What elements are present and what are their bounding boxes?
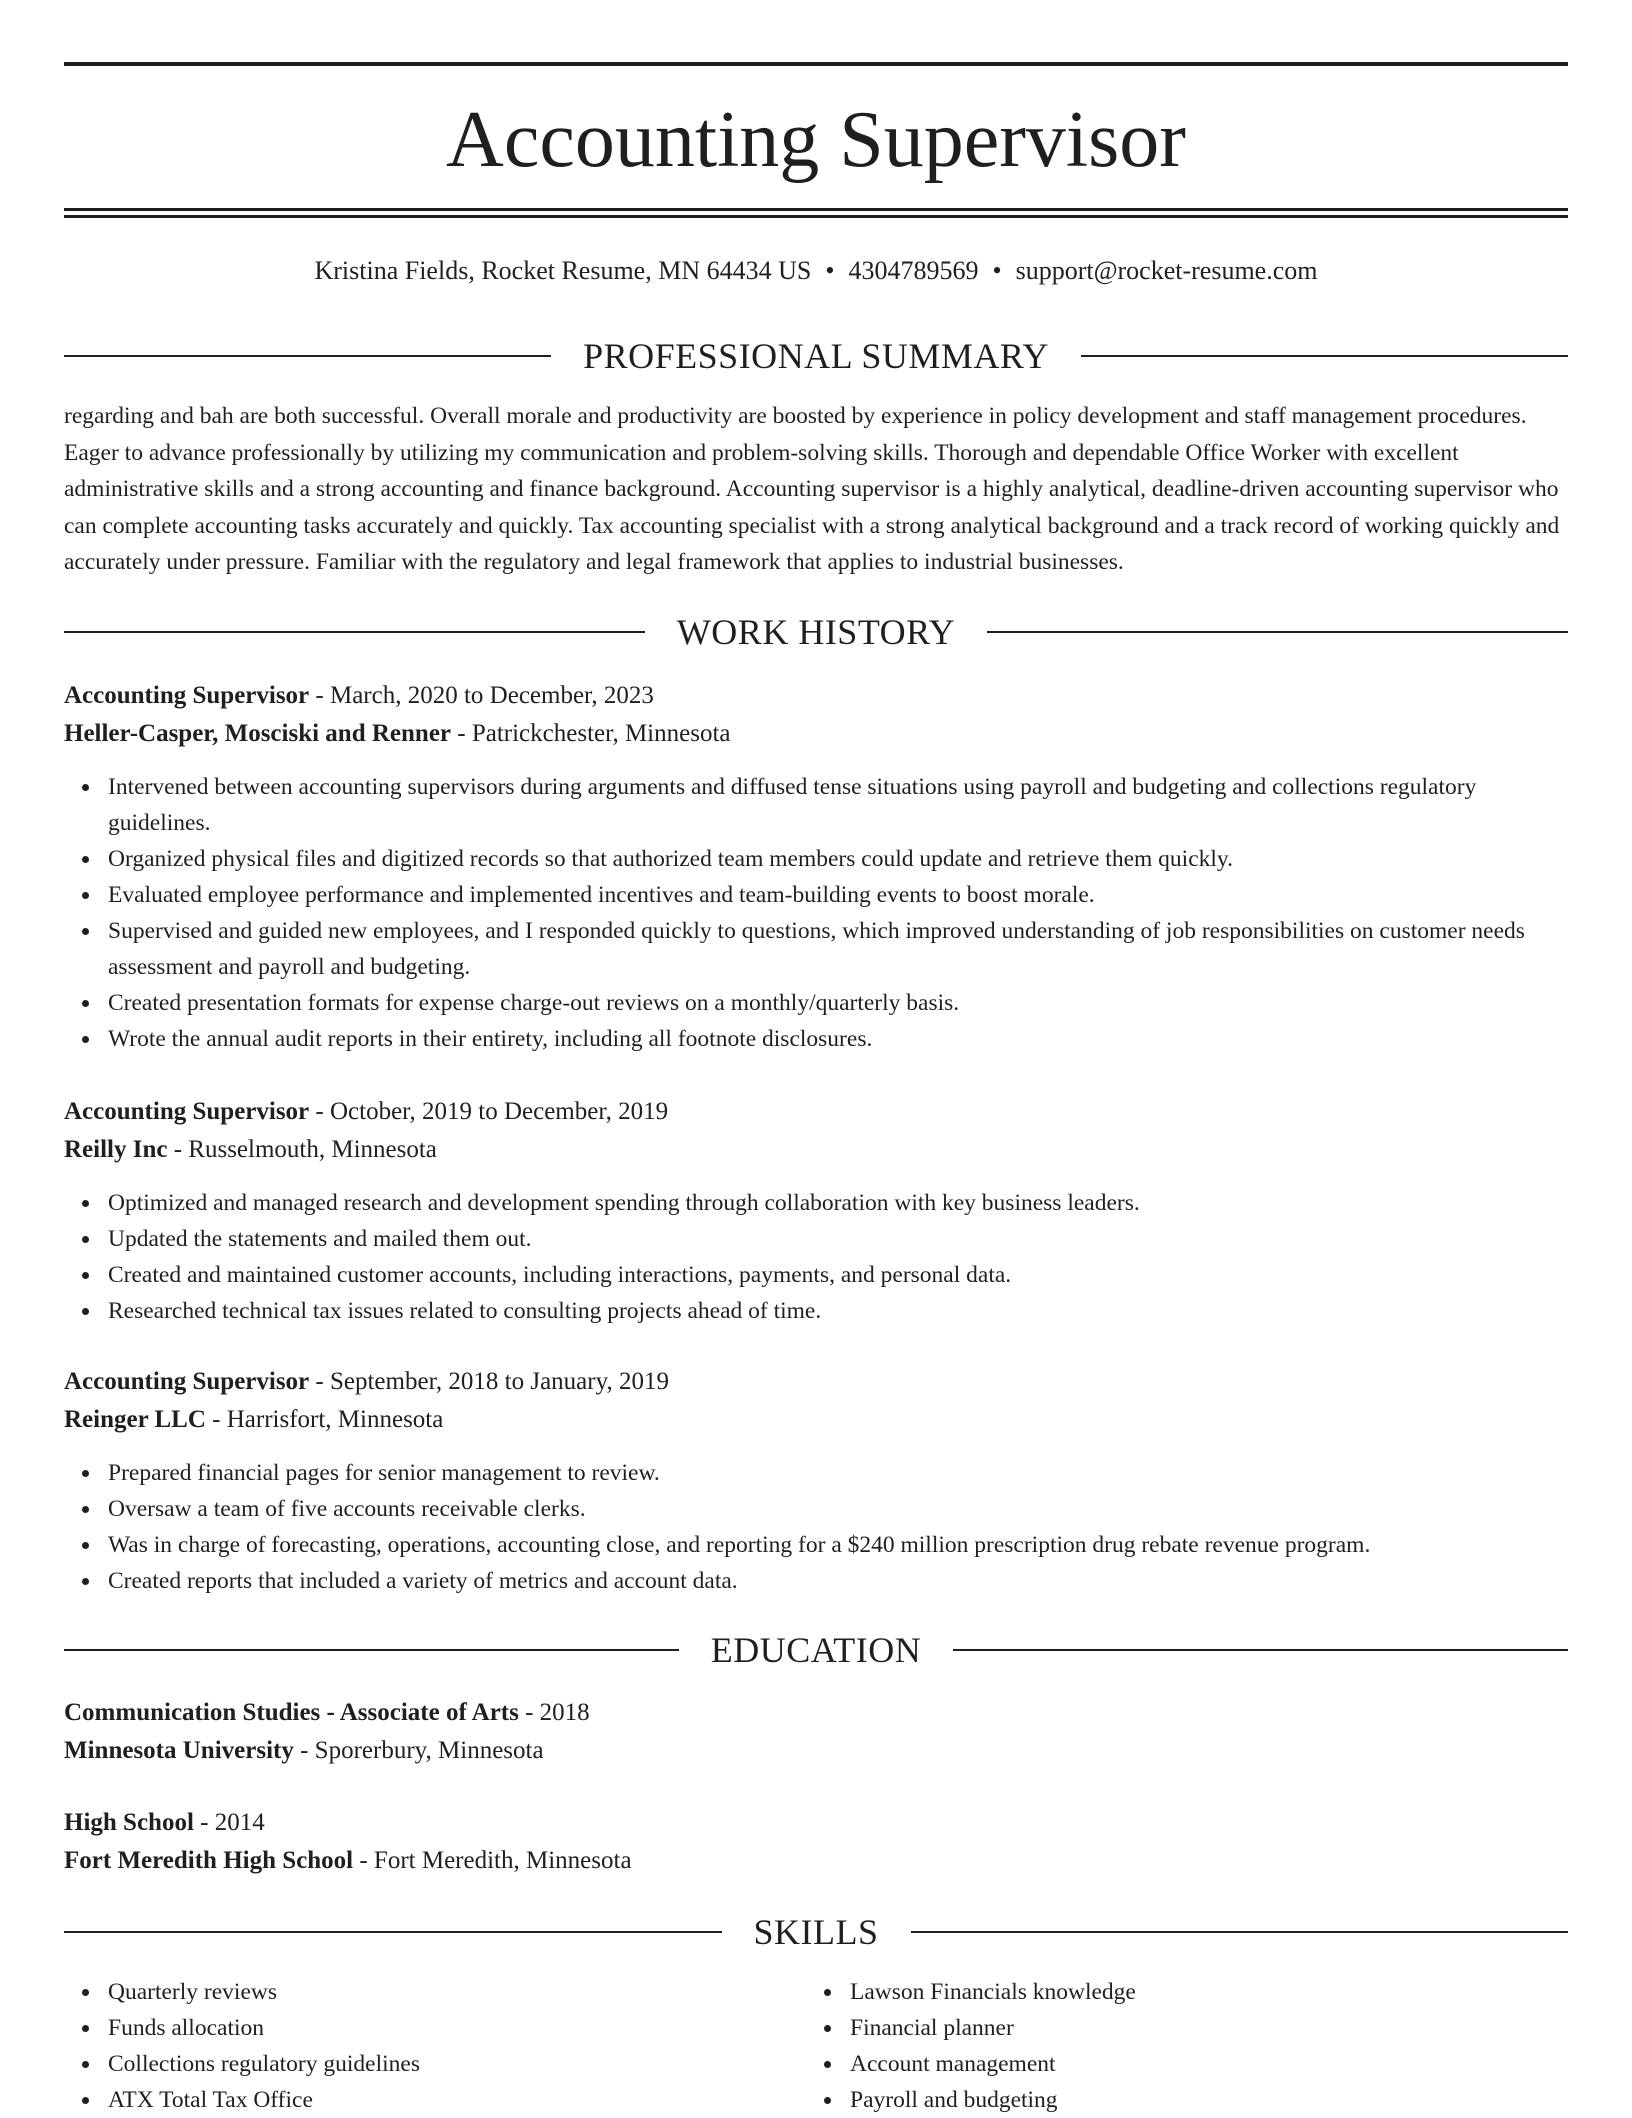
- section-heading-summary: [64, 334, 1568, 378]
- list-item: Supervised and guided new employees, and I responded quickly to questions, which improved understanding of job responsibilities on customer needs assessment and payroll and budgeting.: [108, 913, 1568, 985]
- contact-line: [64, 254, 1568, 288]
- job-dates: - October, 2019 to December, 2019: [309, 1098, 669, 1125]
- job-location: - Patrickchester, Minnesota: [451, 720, 731, 747]
- list-item: Was in charge of forecasting, operations, accounting close, and reporting for a $240 million prescription drug rebate revenue program.: [108, 1527, 1568, 1563]
- list-item: Optimized and managed research and development spending through collaboration with key business leaders.: [108, 1185, 1568, 1221]
- heading-rule: [953, 1649, 1568, 1651]
- list-item: Financial planner: [850, 2010, 1548, 2046]
- section-heading-skills: [64, 1910, 1568, 1954]
- heading-rule: [64, 1649, 679, 1651]
- list-item: Oversaw a team of five accounts receivable clerks.: [108, 1491, 1568, 1527]
- title-rule-lower: [64, 215, 1568, 218]
- job-title: Accounting Supervisor: [64, 1368, 310, 1395]
- job-entry: [64, 1093, 1568, 1329]
- top-rule: [64, 62, 1568, 66]
- list-item: ATX Total Tax Office: [108, 2082, 806, 2118]
- job-bullets: [64, 769, 1568, 1057]
- section-heading-label: SKILLS: [753, 1912, 879, 1952]
- job-company-line: [64, 715, 1568, 753]
- job-title-line: [64, 1363, 1568, 1401]
- education-school-line: [64, 1732, 1568, 1770]
- list-item: Wrote the annual audit reports in their entirety, including all footnote disclosures.: [108, 1021, 1568, 1057]
- list-item: Created and maintained customer accounts, including interactions, payments, and personal data.: [108, 1257, 1568, 1293]
- education-degree-line: [64, 1804, 1568, 1842]
- education-year: - 2018: [518, 1699, 590, 1726]
- section-heading-label: WORK HISTORY: [676, 612, 956, 652]
- job-company: Heller-Casper, Mosciski and Renner: [64, 720, 452, 747]
- job-location: - Russelmouth, Minnesota: [167, 1136, 437, 1163]
- summary-text: regarding and bah are both successful. Overall morale and productivity are boosted by experience in policy development and staff management procedures. Eager to advance professionally by utilizing my communication and problem-solving skills. Thorough and dependable Office Worker with excellent administrative skills and a strong accounting and finance background. Accounting supervisor is a highly analytical, deadline-driven accounting supervisor who can complete accounting tasks accurately and quickly. Tax accounting specialist with a strong analytical background and a track record of working quickly and accurately under pressure. Familiar with the regulatory and legal framework that applies to industrial businesses.: [64, 403, 1560, 575]
- list-item: Created presentation formats for expense charge-out reviews on a monthly/quarterly basis.: [108, 985, 1568, 1021]
- job-title-line: [64, 677, 1568, 715]
- heading-rule: [987, 631, 1568, 633]
- job-location: - Harrisfort, Minnesota: [205, 1406, 444, 1433]
- page-title: Accounting Supervisor: [446, 96, 1186, 184]
- skills-list-left: [64, 1974, 806, 2118]
- skills-list-right: [806, 1974, 1548, 2118]
- section-heading-label: PROFESSIONAL SUMMARY: [583, 336, 1049, 376]
- job-title: Accounting Supervisor: [64, 1098, 310, 1125]
- section-heading-education: [64, 1628, 1568, 1672]
- list-item: Researched technical tax issues related to consulting projects ahead of time.: [108, 1293, 1568, 1329]
- education-location: - Fort Meredith, Minnesota: [353, 1847, 632, 1874]
- education-degree: High School: [64, 1809, 194, 1836]
- job-dates: - March, 2020 to December, 2023: [309, 682, 654, 709]
- contact-separator: •: [825, 256, 835, 285]
- list-item: Payroll and budgeting: [850, 2082, 1548, 2118]
- list-item: Funds allocation: [108, 2010, 806, 2046]
- section-heading-label: EDUCATION: [710, 1630, 922, 1670]
- contact-email: support@rocket-resume.com: [1015, 256, 1318, 285]
- contact-phone: 4304789569: [848, 256, 979, 285]
- education-school: Fort Meredith High School: [64, 1847, 354, 1874]
- education-entry: [64, 1804, 1568, 1880]
- job-company: Reilly Inc: [64, 1136, 168, 1163]
- job-company: Reinger LLC: [64, 1406, 206, 1433]
- job-dates: - September, 2018 to January, 2019: [309, 1368, 669, 1395]
- list-item: Created reports that included a variety of metrics and account data.: [108, 1563, 1568, 1599]
- title-rule-upper: [64, 208, 1568, 211]
- job-bullets: [64, 1185, 1568, 1329]
- list-item: Account management: [850, 2046, 1548, 2082]
- job-company-line: [64, 1401, 1568, 1439]
- list-item: Lawson Financials knowledge: [850, 1974, 1548, 2010]
- list-item: Organized physical files and digitized records so that authorized team members could update and retrieve them quickly.: [108, 841, 1568, 877]
- job-entry: [64, 677, 1568, 1057]
- job-entry: [64, 1363, 1568, 1599]
- education-entry: [64, 1694, 1568, 1770]
- list-item: Intervened between accounting supervisors during arguments and diffused tense situations using payroll and budgeting and collections regulatory guidelines.: [108, 769, 1568, 841]
- job-title-line: [64, 1093, 1568, 1131]
- heading-rule: [64, 1931, 722, 1933]
- contact-separator: •: [992, 256, 1002, 285]
- list-item: Collections regulatory guidelines: [108, 2046, 806, 2082]
- skills-columns: [64, 1974, 1568, 2118]
- list-item: Updated the statements and mailed them out.: [108, 1221, 1568, 1257]
- contact-address: Kristina Fields, Rocket Resume, MN 64434 US: [314, 256, 812, 285]
- education-location: - Sporerbury, Minnesota: [293, 1737, 544, 1764]
- list-item: Quarterly reviews: [108, 1974, 806, 2010]
- job-title: Accounting Supervisor: [64, 682, 310, 709]
- job-company-line: [64, 1131, 1568, 1169]
- education-degree-line: [64, 1694, 1568, 1732]
- education-school-line: [64, 1842, 1568, 1880]
- section-heading-work-history: [64, 610, 1568, 654]
- heading-rule: [1081, 355, 1568, 357]
- job-bullets: [64, 1455, 1568, 1599]
- heading-rule: [64, 631, 645, 633]
- heading-rule: [911, 1931, 1569, 1933]
- education-year: - 2014: [193, 1809, 265, 1836]
- education-degree: Communication Studies - Associate of Arts: [64, 1699, 519, 1726]
- education-school: Minnesota University: [64, 1737, 294, 1764]
- list-item: Prepared financial pages for senior management to review.: [108, 1455, 1568, 1491]
- heading-rule: [64, 355, 551, 357]
- list-item: Evaluated employee performance and implemented incentives and team-building events to boost morale.: [108, 877, 1568, 913]
